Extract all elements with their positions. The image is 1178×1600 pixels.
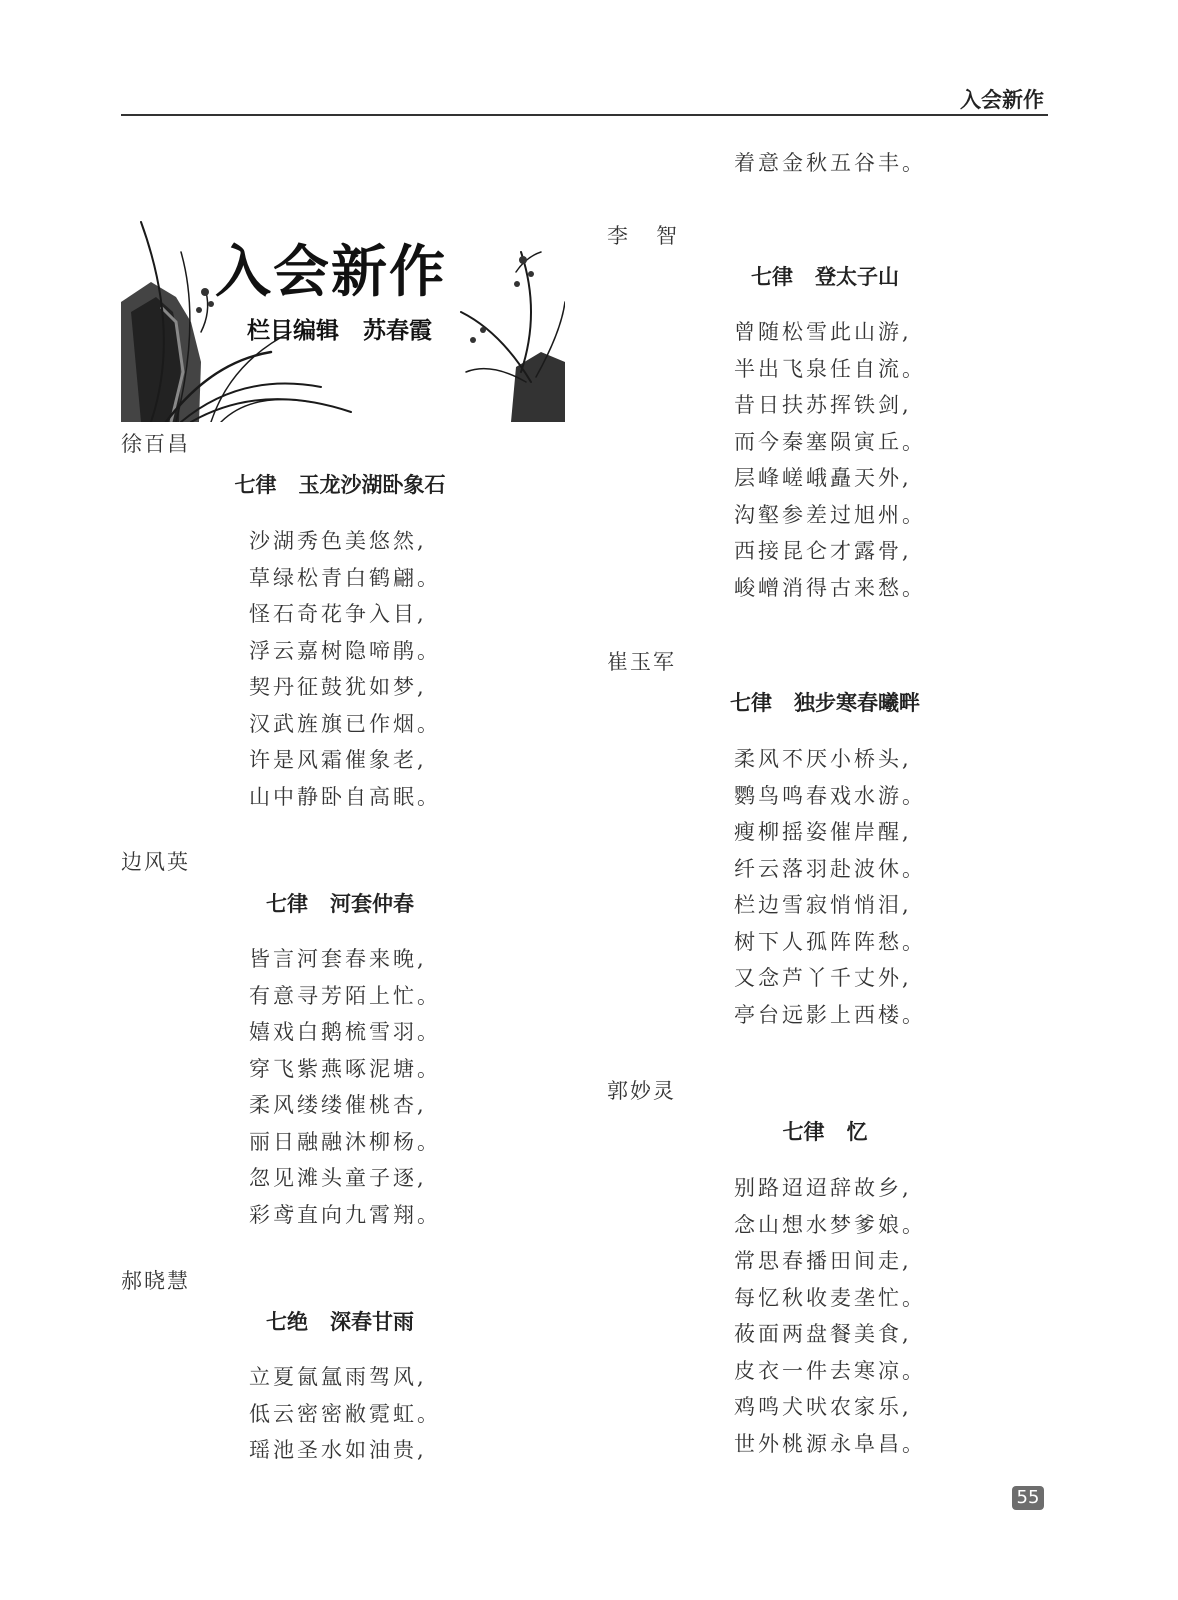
poem-line: 立夏氤氲雨驾风, [249,1365,427,1389]
poem-line: 念山想水梦爹娘。 [734,1212,926,1237]
poem-body [734,1170,926,1462]
poem-line: 低云密密敝霓虹。 [249,1401,441,1426]
poem-line: 世外桃源永阜昌。 [734,1431,926,1456]
poem-body [249,1359,441,1469]
poem-line: 草绿松青白鹤翩。 [249,565,441,590]
poem-line: 鸡鸣犬吠农家乐, [734,1395,912,1419]
poem-title: 七律 忆 [782,1120,868,1144]
poem-body [249,941,441,1233]
poem-title: 七律 独步寒春曦畔 [730,691,920,715]
poem-line: 瑶池圣水如油贵, [249,1438,427,1462]
poem-line: 峻嶒消得古来愁。 [734,575,926,600]
poem-line: 嬉戏白鹅梳雪羽。 [249,1020,441,1044]
poem-line: 皆言河套春来晚, [249,947,427,971]
header-rule [121,114,1048,116]
poem-line: 而今秦塞陨寅丘。 [734,429,926,454]
poem-line: 西接昆仑才露骨, [734,539,912,563]
poem-line: 着意金秋五谷丰。 [734,151,926,175]
poem-line: 别路迢迢辞故乡, [734,1176,912,1200]
poem-line: 怪石奇花争入目, [249,602,427,626]
poem-title: 七绝 深春甘雨 [266,1310,414,1334]
poem-line: 浮云嘉树隐啼鹃。 [249,638,441,663]
poem-line: 皮衣一件去寒凉。 [734,1358,926,1383]
poem-line: 忽见滩头童子逐, [249,1166,427,1190]
poem-line: 半出飞泉任自流。 [734,356,926,381]
poem-author: 徐百昌 [121,432,190,456]
running-header: 入会新作 [960,88,1044,112]
poem-line: 亭台远影上西楼。 [734,1002,926,1027]
poem-author: 郝晓慧 [121,1269,190,1293]
poem-body [734,314,926,606]
poem-line: 又念芦丫千丈外, [734,966,912,990]
banner-title: 入会新作 [215,240,447,305]
poem-line: 层峰嵯峨矗天外, [734,466,912,490]
poem-body-continued [734,145,926,182]
poem-line: 沟壑参差过旭州。 [734,502,926,527]
poem-line: 有意寻芳陌上忙。 [249,983,441,1008]
poem-author: 崔玉军 [607,650,676,674]
poem-line: 契丹征鼓犹如梦, [249,675,427,699]
poem-line: 许是风霜催象老, [249,748,427,772]
poem-line: 莜面两盘餐美食, [734,1322,912,1346]
poem-title: 七律 河套仲春 [266,892,414,916]
banner-editor: 栏目编辑 苏春霞 [247,318,433,344]
poem-body [734,741,926,1033]
poem-line: 汉武旌旗已作烟。 [249,711,441,736]
poem-line: 柔风不厌小桥头, [734,747,912,771]
poem-line: 鹦鸟鸣春戏水游。 [734,783,926,808]
poem-author: 边风英 [121,850,190,874]
poem-title: 七律 玉龙沙湖卧象石 [234,473,446,497]
poem-line: 树下人孤阵阵愁。 [734,929,926,954]
poem-line: 穿飞紫燕啄泥塘。 [249,1056,441,1081]
poem-line: 山中静卧自高眠。 [249,784,441,809]
poem-line: 常思春播田间走, [734,1249,912,1273]
poem-body [249,523,441,815]
poem-line: 纤云落羽赴波休。 [734,856,926,881]
poem-line: 曾随松雪此山游, [734,320,912,344]
poem-author: 郭妙灵 [607,1079,676,1103]
poem-title: 七律 登太子山 [751,265,899,289]
page-number: 55 [1012,1486,1044,1510]
poem-line: 昔日扶苏挥铁剑, [734,393,912,417]
poem-line: 每忆秋收麦垄忙。 [734,1285,926,1310]
poem-line: 丽日融融沐柳杨。 [249,1129,441,1154]
poem-author: 李 智 [607,224,680,248]
poem-line: 瘦柳摇姿催岸醒, [734,820,912,844]
poem-line: 柔风缕缕催桃杏, [249,1093,427,1117]
column-banner [121,212,565,422]
poem-line: 沙湖秀色美悠然, [249,529,427,553]
poem-line: 彩鸢直向九霄翔。 [249,1202,441,1227]
poem-line: 栏边雪寂悄悄泪, [734,893,912,917]
